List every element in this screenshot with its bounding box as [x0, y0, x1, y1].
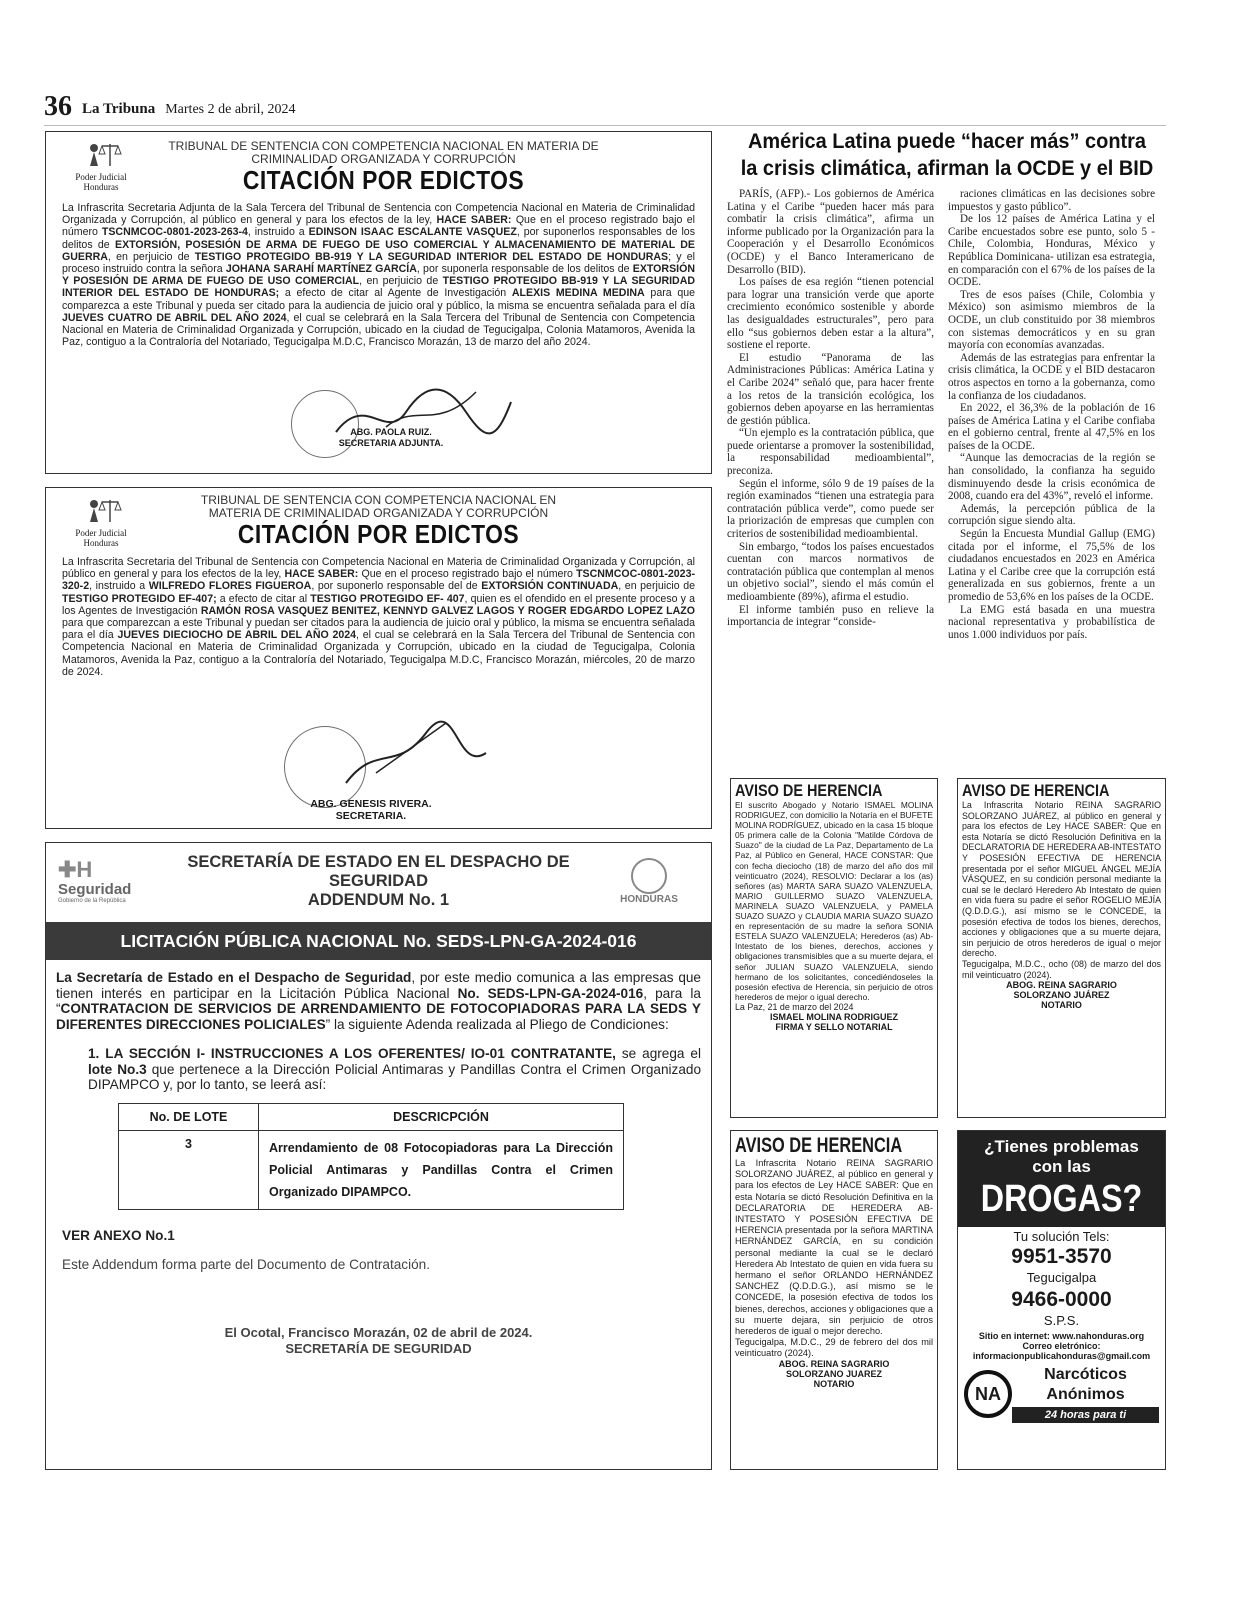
- inheritance-notice-1: [730, 778, 938, 1118]
- notice-body: La Infrascrita Notario REINA SAGRARIO SOLORZANO JUÁREZ, al público en general y para los efectos de Ley HACE SABER: Que en esta Notaría se dictó Resolución Definitiva en la DECLARATORIA DE HEREDERA AB-INTESTATO Y POSESIÓN EFECTIVA DE HERENCIA presentada por la señora MARTINA HERNÁNDEZ GARCÍA, en su condición personal mediante la cual se le declaró Heredera Ab Intestato de quien en vida fuera su hermano el señor ORLANDO HERNÁNDEZ SANCHEZ (Q.D.D.G.), así mismo se le CONCEDE, la posesión efectiva de todos los bienes, derechos, acciones y obligaciones que a su muerte dejara, sin perjuicio de otros herederos de igual o mejor derecho.: [735, 1158, 933, 1337]
- tribunal-heading: TRIBUNAL DE SENTENCIA CON COMPETENCIA NACIONAL EN MATERIA DE CRIMINALIDAD ORGANIZADA Y CORRUPCIÓN: [200, 493, 557, 520]
- seds-heading: SECRETARÍA DE ESTADO EN EL DESPACHO DE SEGURIDAD ADDENDUM No. 1: [187, 853, 570, 909]
- coat-of-arms-icon: [631, 858, 667, 894]
- seds-addendum: [45, 842, 712, 1470]
- article-headline: América Latina puede “hacer más” contra la crisis climática, afirman la OCDE y el BID: [740, 130, 1154, 180]
- notice-signatory: ABOG. REINA SAGRARIO SOLORZANO JUAREZ NOTARIO: [778, 1359, 890, 1390]
- ad-headline: DROGAS?: [980, 1178, 1143, 1220]
- notice-title: AVISO DE HERENCIA: [735, 781, 883, 800]
- article-paragraph: Sin embargo, “todos los países encuestados cuentan con marcos normativos de contratación pública que contemplan al menos un objetivo social”, siendo el más común el medioambiente (89%), afirma el estudio.: [727, 540, 934, 603]
- signature: [336, 713, 496, 793]
- edict-notice-2: [45, 487, 712, 829]
- article-paragraph: El estudio “Panorama de las Administraciones Públicas: América Latina y el Caribe 2024” señaló que, para hacer frente a los retos de la transición ecológica, los gobiernos deben apoyarse en las herramientas de gestión pública.: [727, 351, 934, 427]
- scales-icon: [80, 496, 122, 526]
- article-paragraph: El informe también puso en relieve la importancia de integrar “conside-: [727, 603, 934, 629]
- email: informacionpublicahonduras@gmail.com: [972, 1351, 1151, 1361]
- seds-signature: El Ocotal, Francisco Morazán, 02 de abril de 2024. SECRETARÍA DE SEGURIDAD: [224, 1324, 533, 1356]
- newspaper-name: La Tribuna: [82, 101, 156, 117]
- edict-notice-1: [45, 131, 712, 474]
- inheritance-notice-3: [730, 1130, 938, 1470]
- table-header-row: [119, 1103, 624, 1130]
- table-row: [119, 1130, 624, 1209]
- notice-date: Tegucigalpa, M.D.C., ocho (08) de marzo del dos mil veinticuatro (2024).: [962, 958, 1161, 980]
- edict-body: La Infrascrita Secretaria Adjunta de la Sala Tercera del Tribunal de Sentencia con Competencia Nacional en Materia de Criminalidad Organizada y Corrupción, al público en general y para los efectos de la ley, HACE SABER: Que en el proceso registrado bajo el número TSCNMCOC-0801-2023-263-4, instruido a EDINSON ISAAC ESCALANTE VASQUEZ, por suponerlos responsables de los delitos de EXTORSIÓN, POSESIÓN DE ARMA DE FUEGO DE USO COMERCIAL Y ALMACENAMIENTO DE MATERIAL DE GUERRA, en perjuicio de TESTIGO PROTEGIDO BB-919 Y LA SEGURIDAD INTERIOR DEL ESTADO DE HONDURAS; y el proceso instruido contra la señora JOHANA SARAHÍ MARTÍNEZ GARCÍA, por suponerla responsable de los delitos de EXTORSIÓN Y POSESIÓN DE ARMA DE FUEGO DE USO COMERCIAL, en perjuicio de TESTIGO PROTEGIDO BB-919 Y LA SEGURIDAD INTERIOR DEL ESTADO DE HONDURAS; a efecto de citar al Agente de Investigación ALEXIS MEDINA MEDINA para que comparezca a este Tribunal y pueda ser citado para la audiencia de juicio oral y público, la misma se encuentra señalada para el día JUEVES CUATRO DE ABRIL DEL AÑO 2024, el cual se celebrará en la Sala Tercera del Tribunal de Sentencia con Competencia Nacional en Materia de Criminalidad Organizada y Corrupción, ubicado en la ciudad de Tegucigalpa, Colonia Matamoros, Avenida la Paz, contiguo a la Contraloría del Notariado, Tegucigalpa M.D.C, Francisco Morazán, 13 de marzo del año 2024.: [62, 202, 696, 349]
- org-name: Narcóticos: [1044, 1366, 1127, 1383]
- notice-body: La Infrascrita Notario REINA SAGRARIO SOLORZANO JUÁREZ, al público en general y para los efectos de Ley HACE SABER: Que en esta Notaría se dictó Resolución Definitiva en la DECLARATORIA DE HEREDERA AB-INTESTATO Y POSESIÓN EFECTIVA DE HERENCIA presentada por el señor MIGUEL ÁNGEL MEJÍA VÁSQUEZ, en su condición personal mediante la cual se le declaró Heredero Ab Intestato de quien en vida fuera su padre el señor ROGELIO MEJÍA (Q.D.D.G.), así mismo se le CONCEDE, la posesión efectiva de todos los bienes, derechos, acciones y obligaciones que a su muerte dejara, sin perjuicio de otros herederos de igual o mejor derecho.: [962, 800, 1161, 959]
- notice-signatory: ISMAEL MOLINA RODRIGUEZ FIRMA Y SELLO NOTARIAL: [770, 1012, 898, 1033]
- notice-date: Tegucigalpa, M.D.C., 29 de febrero del dos mil veinticuatro (2024).: [735, 1337, 933, 1359]
- ad-question: ¿Tienes problemas: [984, 1137, 1139, 1156]
- article-paragraph: raciones climáticas en las decisiones sobre impuestos y gasto público”.: [948, 188, 1155, 213]
- tender-number-banner: LICITACIÓN PÚBLICA NACIONAL No. SEDS-LPN-GA-2024-016: [46, 922, 711, 960]
- city: Tegucigalpa: [1026, 1270, 1097, 1285]
- signatory: ABG. GENESIS RIVERA. SECRETARIA.: [310, 798, 432, 822]
- ad-question: con las: [1032, 1157, 1091, 1176]
- signatory: ABG. PAOLA RUIZ. SECRETARIA ADJUNTA.: [338, 427, 444, 448]
- annex-ref: VER ANEXO No.1: [62, 1227, 175, 1243]
- honduras-logo: HONDURAS: [599, 858, 699, 905]
- notice-title: AVISO DE HERENCIA: [735, 1134, 903, 1157]
- article: [727, 128, 1167, 641]
- seguridad-logo: ✚H Seguridad Gobierno de la República: [58, 857, 132, 904]
- phone-number: 9951-3570: [1011, 1245, 1112, 1268]
- column-header: DESCRICPCIÓN: [259, 1103, 624, 1130]
- seds-intro: La Secretaría de Estado en el Despacho de Seguridad, por este medio comunica a las empresas que tienen interés en participar en la Licitación Pública Nacional No. SEDS-LPN-GA-2024-016, para la “CONTRATACION DE SERVICIOS DE ARRENDAMIENTO DE FOTOCOPIADORAS PARA LA SEDS Y DIFERENTES DIRECCIONES POLICIALES” la siguiente Adenda realizada al Pliego de Condiciones:: [56, 970, 701, 1032]
- article-paragraph: “Un ejemplo es la contratación pública, que puede orientarse a promover la sostenibilidad, la responsabilidad medioambiental”, preconiza.: [727, 427, 934, 478]
- addendum-note: Este Addendum forma parte del Documento de Contratación.: [62, 1257, 430, 1272]
- inheritance-notice-2: [957, 778, 1166, 1118]
- article-paragraph: Tres de esos países (Chile, Colombia y México) son asimismo miembros de la OCDE, un club constituido por 38 miembros con sistemas democráticos y en su gran mayoría con economías avanzadas.: [948, 288, 1155, 352]
- logo-line: Poder Judicial: [75, 172, 127, 182]
- logo-line: Honduras: [83, 182, 119, 192]
- notice-date: La Paz, 21 de marzo del 2024: [735, 1001, 854, 1012]
- page-header: [44, 92, 1166, 126]
- article-column-1: [727, 188, 934, 641]
- seds-item: 1. LA SECCIÓN I- INSTRUCCIONES A LOS OFERENTES/ IO-01 CONTRATANTE, se agrega el lote No.3 que pertenece a la Dirección Policial Antimaras y Pandillas Contra el Crimen Organizado DIPAMPCO y, por lo tanto, se leerá así:: [88, 1046, 702, 1092]
- lot-table: [118, 1103, 624, 1210]
- logo-line: Poder Judicial: [75, 528, 127, 538]
- lot-number-cell: 3: [119, 1130, 259, 1209]
- article-column-2: [948, 188, 1155, 641]
- article-paragraph: “Aunque las democracias de la región se han consolidado, la confianza ha seguido disminuyendo desde la crisis económica de 2008, cuando era del 43%”, reveló el informe.: [948, 452, 1155, 503]
- phone-number: 9466-0000: [1011, 1288, 1112, 1311]
- article-paragraph: PARÍS, (AFP).- Los gobiernos de América Latina y el Caribe “pueden hacer más para combatir la crisis climática”, afirma un informe publicado por la Organización para la Cooperación y el Desarrollo Económicos (OCDE) y el Banco Interamericano de Desarrollo (BID).: [727, 188, 934, 276]
- email-label: Correo eletrónico:: [1022, 1341, 1101, 1351]
- article-paragraph: La EMG está basada en una muestra nacional representativa y probabilística de unos 1.000 individuos por país.: [948, 603, 1155, 641]
- article-paragraph: Además de las estrategias para enfrentar la crisis climática, la OCDE y el BID destacaron otros aspectos en torno a la gobernanza, como la confianza de los ciudadanos.: [948, 351, 1155, 402]
- lot-description-cell: Arrendamiento de 08 Fotocopiadoras para La Dirección Policial Antimaras y Pandillas Contra el Crimen Organizado DIPAMPCO.: [259, 1130, 624, 1209]
- ad-solution: Tu solución Tels:: [1013, 1229, 1110, 1244]
- edict-title: CITACIÓN POR EDICTOS: [237, 519, 520, 549]
- narcotics-anonymous-ad: [957, 1130, 1166, 1470]
- website: Sitio en internet: www.nahonduras.org: [978, 1331, 1145, 1341]
- article-paragraph: Según la Encuesta Mundial Gallup (EMG) citada por el informe, el 75,5% de los ciudadanos encuestados en 2023 en América Latina y el Caribe cree que la corrupción está generalizada en sus gobiernos, frente a un promedio de 53,6% en los países de la OCDE.: [948, 528, 1155, 603]
- scales-icon: [80, 140, 122, 170]
- notice-signatory: ABOG. REINA SAGRARIO SOLORZANO JUÁREZ NOTARIO: [1006, 980, 1117, 1011]
- article-paragraph: Además, la percepción pública de la corrupción sigue siendo alta.: [948, 502, 1155, 528]
- notice-title: AVISO DE HERENCIA: [962, 781, 1110, 800]
- article-paragraph: En 2022, el 36,3% de la población de 16 países de América Latina y el Caribe confiaba en el gobierno central, frente al 47,5% en los países de la OCDE.: [948, 402, 1155, 452]
- na-logo-icon: NA: [964, 1370, 1012, 1418]
- hours-banner: 24 horas para ti: [1012, 1407, 1159, 1423]
- page-number: 36: [44, 91, 72, 122]
- publication-date: Martes 2 de abril, 2024: [165, 102, 296, 117]
- poder-judicial-logo: [56, 496, 146, 548]
- article-paragraph: Los países de esa región “tienen potencial para lograr una transición verde que aporte crecimiento económico sostenible y aborde las desigualdades estructurales”, pero para ello “sus gobiernos deben estar a la altura”, sostiene el reporte.: [727, 276, 934, 352]
- edict-title: CITACIÓN POR EDICTOS: [242, 165, 525, 195]
- article-paragraph: Según el informe, sólo 9 de 19 países de la región examinados “tienen una estrategia para contratación pública verde”, como puede ser la priorización de empresas que cumplen con criterios de sostenibilidad medioambiental.: [727, 477, 934, 541]
- logo-line: Honduras: [83, 538, 119, 548]
- org-name: Anónimos: [1046, 1386, 1125, 1403]
- article-body: [727, 188, 1167, 641]
- column-header: No. DE LOTE: [119, 1103, 259, 1130]
- article-paragraph: De los 12 países de América Latina y el Caribe encuestados sobre ese punto, solo 5 -Chile, Colombia, Honduras, México y República Dominicana- utilizan esa estrategia, en comparación con el 67% de los países de la OCDE.: [948, 213, 1155, 289]
- tribunal-heading: TRIBUNAL DE SENTENCIA CON COMPETENCIA NACIONAL EN MATERIA DE CRIMINALIDAD ORGANIZADA Y CORRUPCIÓN: [168, 139, 599, 166]
- notice-body: El suscrito Abogado y Notario ISMAEL MOLINA RODRIGUEZ, con domicilio la Notaría en el BUFETE MOLINA RODRÍGUEZ, ubicado en la casa 15 bloque 05 primera calle de la Colonia "Matilde Córdova de Suazo" de la ciudad de La Paz, Departamento de La Paz, al Público en General, HACE CONSTAR: Que con fecha dieciocho (18) de marzo del año dos mil veinticuatro (2024), RESOLVIO: Declarar a los (as) señores (as) MARTA SARA SUAZO VALENZUELA, MARIO GUILLERMO SUAZO VALENZUELA, MARINELA SUAZO VALENZUELA, y PAMELA SUAZO SUAZO y CLAUDIA MARIA SUAZO SUAZO en representación de su madre la señora SONIA ESTELA SUAZO VALENZUELA; Herederos (as) Ab-Intestato de los bienes, derechos, acciones y obligaciones transmisibles que a su muerte dejara, el señor JULIAN SUAZO VALENZUELA, siendo hermano de los solicitantes, concediéndoseles la posesión efectiva de Herencia, sin perjuicio de otros herederos de mejor o igual derecho.: [735, 800, 933, 1002]
- poder-judicial-logo: [56, 140, 146, 192]
- edict-body: La Infrascrita Secretaria del Tribunal de Sentencia con Competencia Nacional en Materia de Criminalidad Organizada y Corrupción, al público en general y para los efectos de la ley, HACE SABER: Que en el proceso registrado bajo el número TSCNMCOC-0801-2023-320-2, instruido a WILFREDO FLORES FIGUEROA, por suponerlo responsable del de EXTORSIÓN CONTINUADA, en perjuicio de TESTIGO PROTEGIDO EF-407; a efecto de citar al TESTIGO PROTEGIDO EF- 407, quien es el ofendido en el presente proceso y a los Agentes de Investigación RAMÓN ROSA VASQUEZ BENITEZ, KENNYD GALVEZ LAGOS Y ROGER EDGARDO LOPEZ LAZO para que comparezcan a este Tribunal y puedan ser citados para la audiencia de juicio oral y público, la misma se encuentra señalada para el día JUEVES DIECIOCHO DE ABRIL DEL AÑO 2024, el cual se celebrará en la Sala Tercera del Tribunal de Sentencia con Competencia Nacional en Materia de Criminalidad Organizada y Corrupción, ubicado en la ciudad de Tegucigalpa, Colonia Matamoros, Avenida la Paz, contiguo a la Contraloría del Notariado, Tegucigalpa M.D.C, Francisco Morazán, miércoles, 20 de marzo de 2024.: [62, 556, 696, 678]
- city: S.P.S.: [1043, 1313, 1080, 1328]
